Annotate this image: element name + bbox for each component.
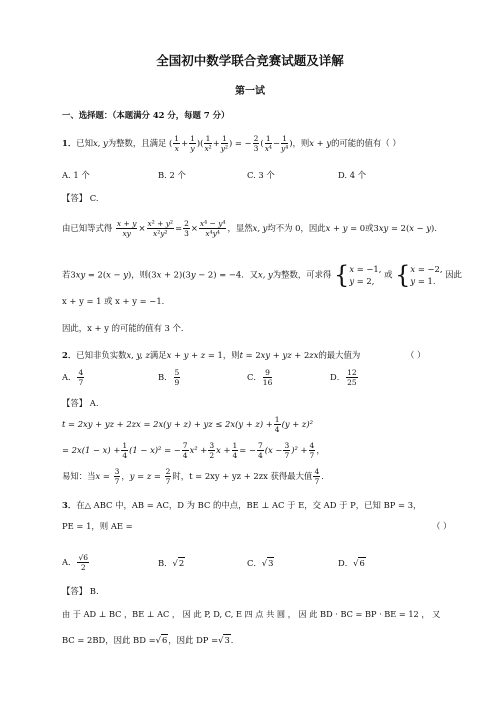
q3-solution-line1: 由 于 AD ⊥ BC ，BE ⊥ AC ， 因 此 P, D, C, E 四 点 共 圆 ， 因 此 BD · BC = BP · BE = 12 ， 又 bbox=[62, 609, 441, 619]
q3-stem-line1: 3．在△ ABC 中，AB = AC，D 为 BC 的中点，BE ⊥ AC 于 E，交 AD 于 P，已知 BP = 3， bbox=[62, 500, 422, 510]
q3-option-a: A． $\frac{√6}{2}$ bbox=[62, 553, 88, 572]
q3-option-b: B．√2 bbox=[158, 558, 185, 568]
q3-solution-line2: BC = 2BD，因此 BD =√6，因此 DP =√3． bbox=[62, 635, 240, 645]
q1-stem: 1．已知x, y为整数，且满足 ( $\frac{1}{x}$ + $\frac{1}{y}$ )( $\frac{1}{\text{x²}}$ + $\frac{1}{\text{y²}}$ ) = − $\frac{2}{3}$ ( $\frac{1}{\text{x⁴}}$ − $\frac{1}{\text{y⁴}}$ )，则x + y的可能的值有（ ） bbox=[62, 134, 401, 153]
q3-paren: （ ） bbox=[432, 521, 452, 531]
q3-option-d: D．√6 bbox=[338, 558, 365, 568]
q2-paren: （ ） bbox=[406, 350, 426, 360]
q1-option-a: A. 1 个 bbox=[62, 170, 90, 180]
q2-solution-line2: = 2x(1 − x) + $\frac{1}{4}$ (1 − x)² = − $\frac{7}{4}$ x² + $\frac{3}{2}$ x + $\frac{1}{4}$ = − $\frac{7}{4}$ (x − $\frac{3}{7}$ )² + $\frac{4}{7}$ ， bbox=[62, 441, 325, 460]
q2-answer: 【答】 A. bbox=[62, 398, 99, 408]
q2-stem: 2．已知非负实数x, y, z满足x + y + z = 1，则t = 2xy + yz + 2zx的最大值为 bbox=[62, 350, 361, 360]
q3-answer: 【答】 B. bbox=[62, 586, 99, 596]
q1-option-d: D. 4 个 bbox=[338, 170, 367, 180]
q1-option-c: C. 3 个 bbox=[247, 170, 275, 180]
q2-option-b: B． $\frac{5}{9}$ bbox=[158, 368, 180, 387]
q1-answer: 【答】 C. bbox=[62, 193, 99, 203]
page-subtitle: 第一试 bbox=[235, 86, 265, 97]
q2-solution-line1: t = 2xy + yz + 2zx = 2x(y + z) + yz ≤ 2x(y + z) + $\frac{1}{4}$ (y + z)² bbox=[62, 415, 313, 434]
q2-option-c: C． $\frac{9}{16}$ bbox=[247, 368, 273, 387]
q2-option-d: D． $\frac{12}{25}$ bbox=[330, 368, 357, 387]
q1-solution-line3: x + y = 1 或 x + y = −1． bbox=[62, 296, 171, 306]
page-title: 全国初中数学联合竞赛试题及详解 bbox=[156, 53, 344, 68]
q2-option-a: A． $\frac{4}{7}$ bbox=[62, 368, 84, 387]
q1-solution-line4: 因此，x + y 的可能的值有 3 个． bbox=[62, 323, 190, 333]
q1-solution-line2: 若3xy = 2(x − y)，则(3x + 2)(3y − 2) = −4．又x, y为整数，可求得 {x = −1, y = 2, 或 {x = −2, y = 1. 因此 bbox=[62, 261, 462, 289]
q2-solution-line3: 易知：当x = $\frac{3}{7}$ ，y = z = $\frac{2}{7}$ 时，t = 2xy + yz + 2zx 获得最大值 $\frac{4}{7}$ ． bbox=[62, 467, 330, 486]
q1-solution-line1: 由已知等式得 $\frac{x + y}{xy}$ × $\frac{\text{x² + y²}}{\text{x²y²}}$ = $\frac{2}{3}$ × $\frac{\text{x⁴ − y⁴}}{\text{x⁴y⁴}}$ ，显然x, y均不为 0，因此x + y = 0或3xy = 2(x − y)． bbox=[62, 219, 443, 238]
section-heading: 一、选择题：（本题满分 42 分，每题 7 分） bbox=[62, 110, 230, 120]
q1-option-b: B. 2 个 bbox=[158, 170, 186, 180]
q3-stem-line2: PE = 1，则 AE = bbox=[62, 521, 133, 531]
q3-option-c: C．√3 bbox=[247, 558, 274, 568]
